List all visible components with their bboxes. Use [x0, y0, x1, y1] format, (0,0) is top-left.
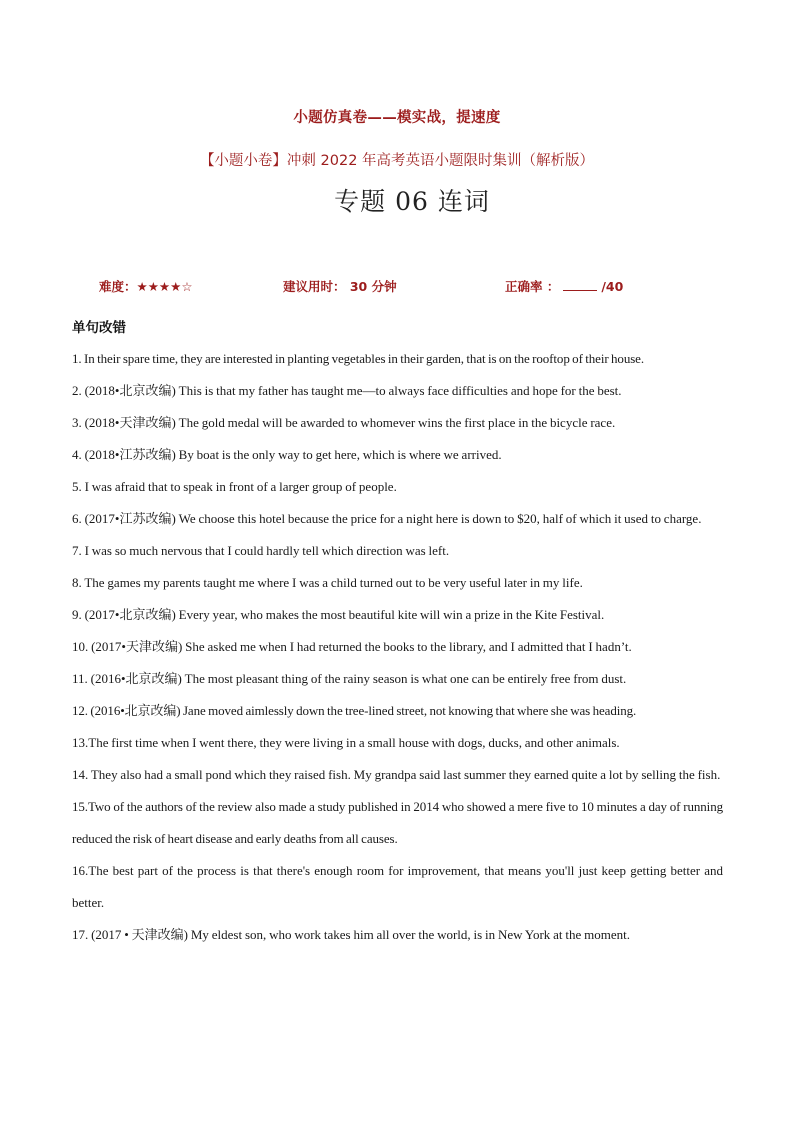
slogan-heading: 小题仿真卷——模实战，提速度	[293, 110, 501, 126]
question-item: 16.The best part of the process is that there's enough room for improvement, that means you'll just keep getting better and better.	[72, 863, 723, 910]
question-item: 9. (2017•北京改编) Every year, who makes the most beautiful kite will win a prize in the Kite Festival.	[72, 607, 605, 622]
question-item: 15.Two of the authors of the review also made a study published in 2014 who showed a mere five to 10 minutes a day of running reduced the risk of heart disease and early deaths from all causes.	[72, 799, 723, 846]
section-title: 单句改错	[72, 320, 126, 336]
question-item: 12. (2016•北京改编) Jane moved aimlessly down the tree-lined street, not knowing that where she was heading.	[72, 703, 637, 718]
suggested-time: 建议用时： 30 分钟	[283, 279, 397, 294]
question-item: 1. In their spare time, they are interested in planting vegetables in their garden, that is on the rooftop of their house.	[72, 351, 645, 366]
accuracy-blank[interactable]	[563, 278, 597, 291]
question-item: 10. (2017•天津改编) She asked me when I had returned the books to the library, and I admitted that I hadn’t.	[72, 639, 632, 654]
difficulty-rating: 难度：★★★★☆	[99, 279, 193, 294]
accuracy-total: /40	[601, 279, 624, 294]
question-item: 6. (2017•江苏改编) We choose this hotel because the price for a night here is down to $20, half of which it used to charge.	[72, 511, 702, 526]
question-item: 3. (2018•天津改编) The gold medal will be awarded to whomever wins the first place in the bicycle race.	[72, 415, 616, 430]
question-item: 5. I was afraid that to speak in front of a larger group of people.	[72, 479, 397, 494]
question-item: 4. (2018•江苏改编) By boat is the only way to get here, which is where we arrived.	[72, 447, 502, 462]
series-title: 【小题小卷】冲刺 2022 年高考英语小题限时集训（解析版）	[199, 153, 595, 169]
question-item: 13.The first time when I went there, they were living in a small house with dogs, ducks, and other animals.	[72, 735, 620, 750]
question-item: 11. (2016•北京改编) The most pleasant thing of the rainy season is what one can be entirely free from dust.	[72, 671, 627, 686]
question-item: 17. (2017 • 天津改编) My eldest son, who work takes him all over the world, is in New York at the moment.	[72, 927, 630, 942]
question-item: 14. They also had a small pond which they raised fish. My grandpa said last summer they earned quite a lot by selling the fish.	[72, 767, 721, 782]
question-item: 8. The games my parents taught me where I was a child turned out to be very useful later in my life.	[72, 575, 583, 590]
topic-title: 专题 06 连词	[334, 187, 490, 216]
question-item: 7. I was so much nervous that I could hardly tell which direction was left.	[72, 543, 450, 558]
accuracy-field	[505, 277, 623, 295]
question-item: 2. (2018•北京改编) This is that my father has taught me—to always face difficulties and hope for the best.	[72, 383, 622, 398]
accuracy-label: 正确率 ：	[505, 279, 560, 294]
question-list	[72, 343, 723, 951]
